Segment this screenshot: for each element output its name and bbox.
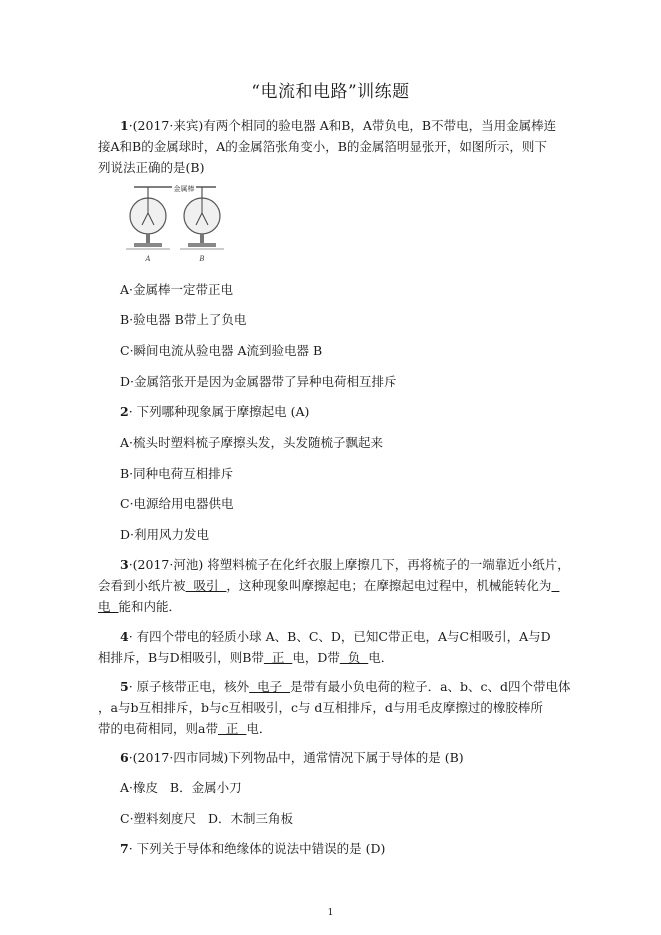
q5-text-1b: 是带有最小负电荷的粒子．a、b、c、d四个带电体 (290, 679, 571, 694)
q4-text-1: · 有四个带电的轻质小球 A、B、C、D，已知C带正电，A与C相吸引，A与D (128, 629, 551, 644)
q2-option-d: D·利用风力发电 (120, 527, 209, 542)
q1-option-d: D·金属箔张开是因为金属器带了异种电荷相互排斥 (120, 374, 397, 389)
q1-option-a: A·金属棒一定带正电 (120, 282, 234, 297)
q3-blank-2a (551, 578, 559, 593)
q2-stem-text: · 下列哪种现象属于摩擦起电 (A) (128, 404, 310, 419)
q7-stem-text: · 下列关于导体和绝缘体的说法中错误的是 (D) (128, 841, 386, 856)
q5-number: 5 (120, 679, 129, 694)
q4-number: 4 (120, 629, 129, 644)
q3-blank-1: 吸引 (185, 578, 227, 593)
q3-text-1: ·(2017·河池) 将塑料梳子在化纤衣服上摩擦几下，再将梳子的一端靠近小纸片， (128, 557, 570, 572)
q4-text-2a: 相排斥，B与D相吸引，则B带 (98, 650, 264, 665)
q1-text-1: ·(2017·来宾)有两个相同的验电器 A和B，A带负电，B不带电，当用金属棒连 (128, 118, 557, 133)
q5-text-3b: 电． (246, 721, 272, 736)
q1-number: 1 (120, 118, 129, 133)
page-title: “电流和电路”训练题 (251, 82, 410, 102)
q1-line1 (120, 116, 556, 136)
q2-option-a: A·梳头时塑料梳子摩擦头发，头发随梳子飘起来 (120, 435, 384, 450)
q4-line2 (98, 648, 393, 668)
q4-blank-2: 负 (339, 650, 369, 665)
q5-line3 (98, 719, 271, 739)
q5-blank-2: 正 (217, 721, 247, 736)
q6-number: 6 (120, 750, 129, 765)
q3-blank-2-answer: 电 (98, 599, 111, 614)
label-b: B (199, 255, 205, 263)
metal-rod-label: 金属棒 (173, 185, 195, 193)
q5-line1 (120, 677, 571, 697)
q5-blank-1: 电子 (249, 679, 291, 694)
q7-number: 7 (120, 841, 129, 856)
q1-option-c: C·瞬间电流从验电器 A流到验电器 B (120, 343, 323, 358)
q3-number: 3 (120, 557, 129, 572)
q2-stem (120, 402, 309, 422)
q3-text-2b: ，这种现象叫摩擦起电；在摩擦起电过程中，机械能转化为 (226, 578, 552, 593)
q4-text-2b: 电，D带 (292, 650, 340, 665)
q4-line1 (120, 627, 551, 647)
q7-stem (120, 839, 385, 859)
q4-blank-1: 正 (263, 650, 293, 665)
q3-text-3: 能和内能． (118, 599, 181, 614)
q6-options-ab: A·橡皮 B．金属小刀 (120, 780, 242, 795)
q1-text-3: 列说法正确的是(B) (98, 160, 205, 175)
q3-line3 (98, 597, 181, 617)
q3-text-2a: 会看到小纸片被 (98, 578, 186, 593)
q3-line1 (120, 555, 570, 575)
q6-stem-text: ·(2017·四市同城)下列物品中，通常情况下属于导体的是 (B) (128, 750, 464, 765)
electroscope-figure (120, 183, 230, 265)
q3-line2 (98, 576, 559, 596)
q4-text-2c: 电． (368, 650, 394, 665)
page-number: 1 (327, 908, 334, 918)
q2-number: 2 (120, 404, 129, 419)
q5-text-3a: 带的电荷相同，则a带 (98, 721, 218, 736)
q2-option-b: B·同种电荷互相排斥 (120, 466, 234, 481)
label-a: A (145, 255, 151, 263)
q6-options-cd: C·塑料刻度尺 D．木制三角板 (120, 811, 293, 826)
q5-text-2: ，a与b互相排斥，b与c互相吸引，c与 d互相排斥，d与用毛皮摩擦过的橡胶棒所 (98, 700, 543, 715)
q2-option-c: C·电源给用电器供电 (120, 496, 234, 511)
q6-stem (120, 748, 464, 768)
q1-option-b: B·验电器 B带上了负电 (120, 312, 247, 327)
q1-text-2: 接A和B的金属球时，A的金属箔张角变小，B的金属箔明显张开，如图所示，则下 (98, 139, 547, 154)
q5-text-1a: · 原子核带正电，核外 (128, 679, 250, 694)
